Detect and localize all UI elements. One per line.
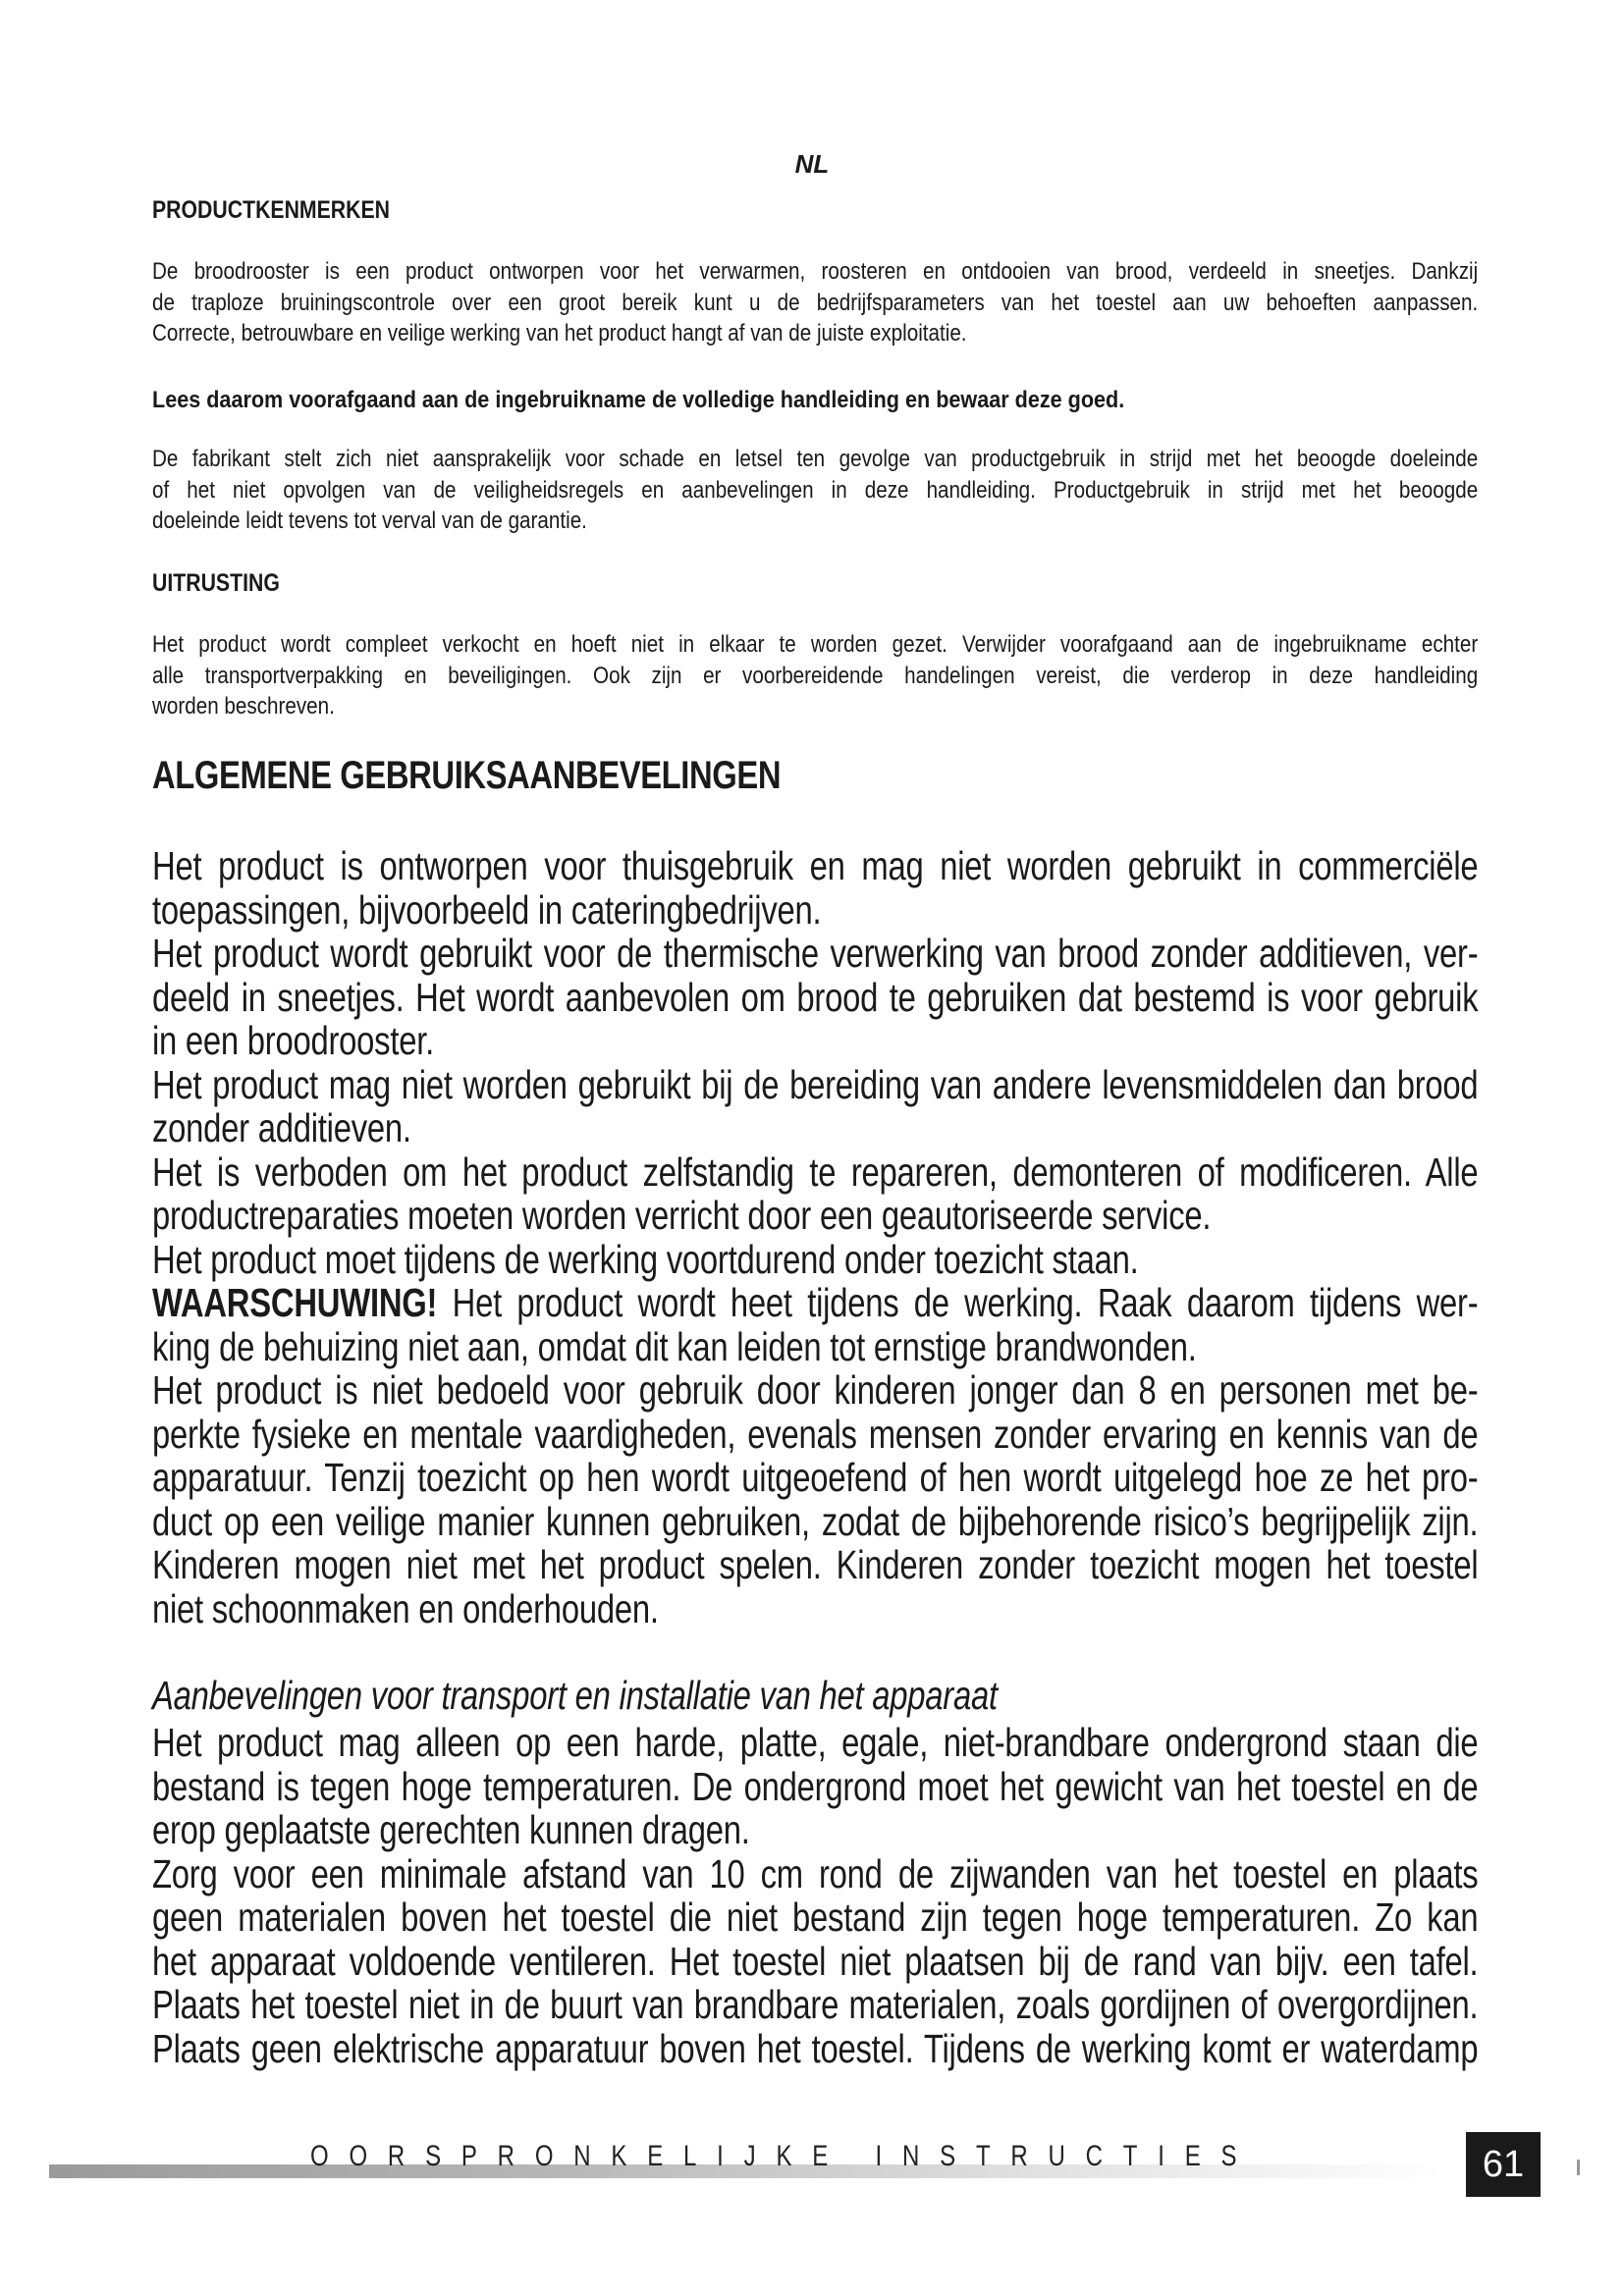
text-line: De broodrooster is een product ontworpen voor het verwarmen, roosteren en ontdooien van brood, verdeeld in sneetjes. Dankzij <box>152 258 1479 285</box>
text-line: Het is verboden om het product zelfstandig te repareren, demonteren of modificeren. Alle <box>152 1148 1479 1195</box>
text-line: king de behuizing niet aan, omdat dit kan leiden tot ernstige brandwonden. <box>152 1323 1197 1369</box>
section-title-productkenmerken: PRODUCTKENMERKEN <box>152 196 391 224</box>
section-title-uitrusting: UITRUSTING <box>152 569 280 597</box>
text-line: doeleinde leidt tevens tot verval van de garantie. <box>152 507 587 534</box>
text-line: De fabrikant stelt zich niet aansprakelijk voor schade en letsel ten gevolge van productgebruik in strijd met het beoogde doeleinde <box>152 446 1479 472</box>
text-line: Het product is ontworpen voor thuisgebruik en mag niet worden gebruikt in commerciële <box>152 843 1479 888</box>
text-line: Plaats het toestel niet in de buurt van brandbare materialen, zoals gordijnen of overgordijnen. <box>152 1982 1479 2027</box>
section-title-general: ALGEMENE GEBRUIKSAANBEVELINGEN <box>152 754 782 797</box>
text-line: geen materialen boven het toestel die niet bestand zijn tegen hoge temperaturen. Zo kan <box>152 1895 1479 1940</box>
language-label: NL <box>794 149 830 179</box>
text-line: zonder additieven. <box>152 1105 411 1150</box>
text-line: de traploze bruiningscontrole over een groot bereik kunt u de bedrijfsparameters van het toestel aan uw behoeften aanpassen. <box>152 289 1479 316</box>
text-line: het apparaat voldoende ventileren. Het toestel niet plaatsen bij de rand van bijv. een tafel. <box>152 1938 1479 1984</box>
page-number: 61 <box>1466 2132 1541 2197</box>
text-line: duct op een veilige manier kunnen gebruiken, zodat de bijbehorende risico’s begrijpelijk zijn. <box>152 1498 1479 1544</box>
text-line: Het product mag alleen op een harde, platte, egale, niet-brandbare ondergrond staan die <box>152 1720 1479 1765</box>
text-line: Het product moet tijdens de werking voortdurend onder toezicht staan. <box>152 1236 1139 1282</box>
text-line: erop geplaatste gerechten kunnen dragen. <box>152 1807 750 1852</box>
bold-note: Lees daarom voorafgaand aan de ingebruikname de volledige handleiding en bewaar deze goed. <box>152 387 1125 413</box>
general-recommendations <box>152 844 1478 1630</box>
text-line: Kinderen mogen niet met het product spelen. Kinderen zonder toezicht mogen het toestel <box>152 1542 1479 1587</box>
text-line: alle transportverpakking en beveiligingen. Ook zijn er voorbereidende handelingen vereist, die verderop in deze handleiding <box>152 662 1479 689</box>
text-line: deeld in sneetjes. Het wordt aanbevolen om brood te gebruiken dat bestemd is voor gebruik <box>152 974 1479 1020</box>
text-line: Zorg voor een minimale afstand van 10 cm rond de zijwanden van het toestel en plaats <box>152 1850 1479 1896</box>
warning-label: WAARSCHUWING! <box>152 1280 438 1325</box>
paragraph-liability <box>152 444 1478 537</box>
text-segment: Het product wordt heet tijdens de werking. Raak daarom tijdens wer- <box>437 1280 1479 1325</box>
subsection-title-transport: Aanbevelingen voor transport en installatie van het apparaat <box>152 1673 998 1718</box>
text-line: worden beschreven. <box>152 693 335 720</box>
text-line: Het product mag niet worden gebruikt bij de bereiding van andere levensmiddelen dan brood <box>152 1061 1479 1107</box>
paragraph-equipment <box>152 629 1478 722</box>
text-line: bestand is tegen hoge temperaturen. De ondergrond moet het gewicht van het toestel en de <box>152 1763 1479 1809</box>
text-line <box>152 1281 1478 1325</box>
text-line: Plaats geen elektrische apparatuur boven het toestel. Tijdens de werking komt er waterdamp <box>152 2025 1479 2071</box>
page-edge-mark <box>1577 2160 1580 2175</box>
text-line: perkte fysieke en mentale vaardigheden, evenals mensen zonder ervaring en kennis van de <box>152 1411 1479 1457</box>
transport-recommendations <box>152 1721 1478 2070</box>
text-line: in een broodrooster. <box>152 1018 434 1063</box>
text-line: niet schoonmaken en onderhouden. <box>152 1585 659 1631</box>
text-line: toepassingen, bijvoorbeeld in cateringbedrijven. <box>152 886 822 933</box>
text-line: Correcte, betrouwbare en veilige werking van het product hangt af van de juiste exploitatie. <box>152 320 967 347</box>
text-line: Het product wordt gebruikt voor de thermische verwerking van brood zonder additieven, ver- <box>152 931 1479 976</box>
text-line: Het product wordt compleet verkocht en hoeft niet in elkaar te worden gezet. Verwijder voorafgaand aan de ingebruikname echter <box>152 631 1479 658</box>
text-line: apparatuur. Tenzij toezicht op hen wordt uitgeoefend of hen wordt uitgelegd hoe ze het pro- <box>152 1455 1479 1500</box>
footer-label: OORSPRONKELIJKE INSTRUCTIES <box>310 2140 1258 2172</box>
text-line: of het niet opvolgen van de veiligheidsregels en aanbevelingen in deze handleiding. Productgebruik in strijd met het beoogde <box>152 476 1479 504</box>
text-line: Het product is niet bedoeld voor gebruik door kinderen jonger dan 8 en personen met be- <box>152 1367 1479 1413</box>
paragraph-intro <box>152 256 1478 349</box>
text-line: productreparaties moeten worden verricht door een geautoriseerde service. <box>152 1193 1212 1238</box>
